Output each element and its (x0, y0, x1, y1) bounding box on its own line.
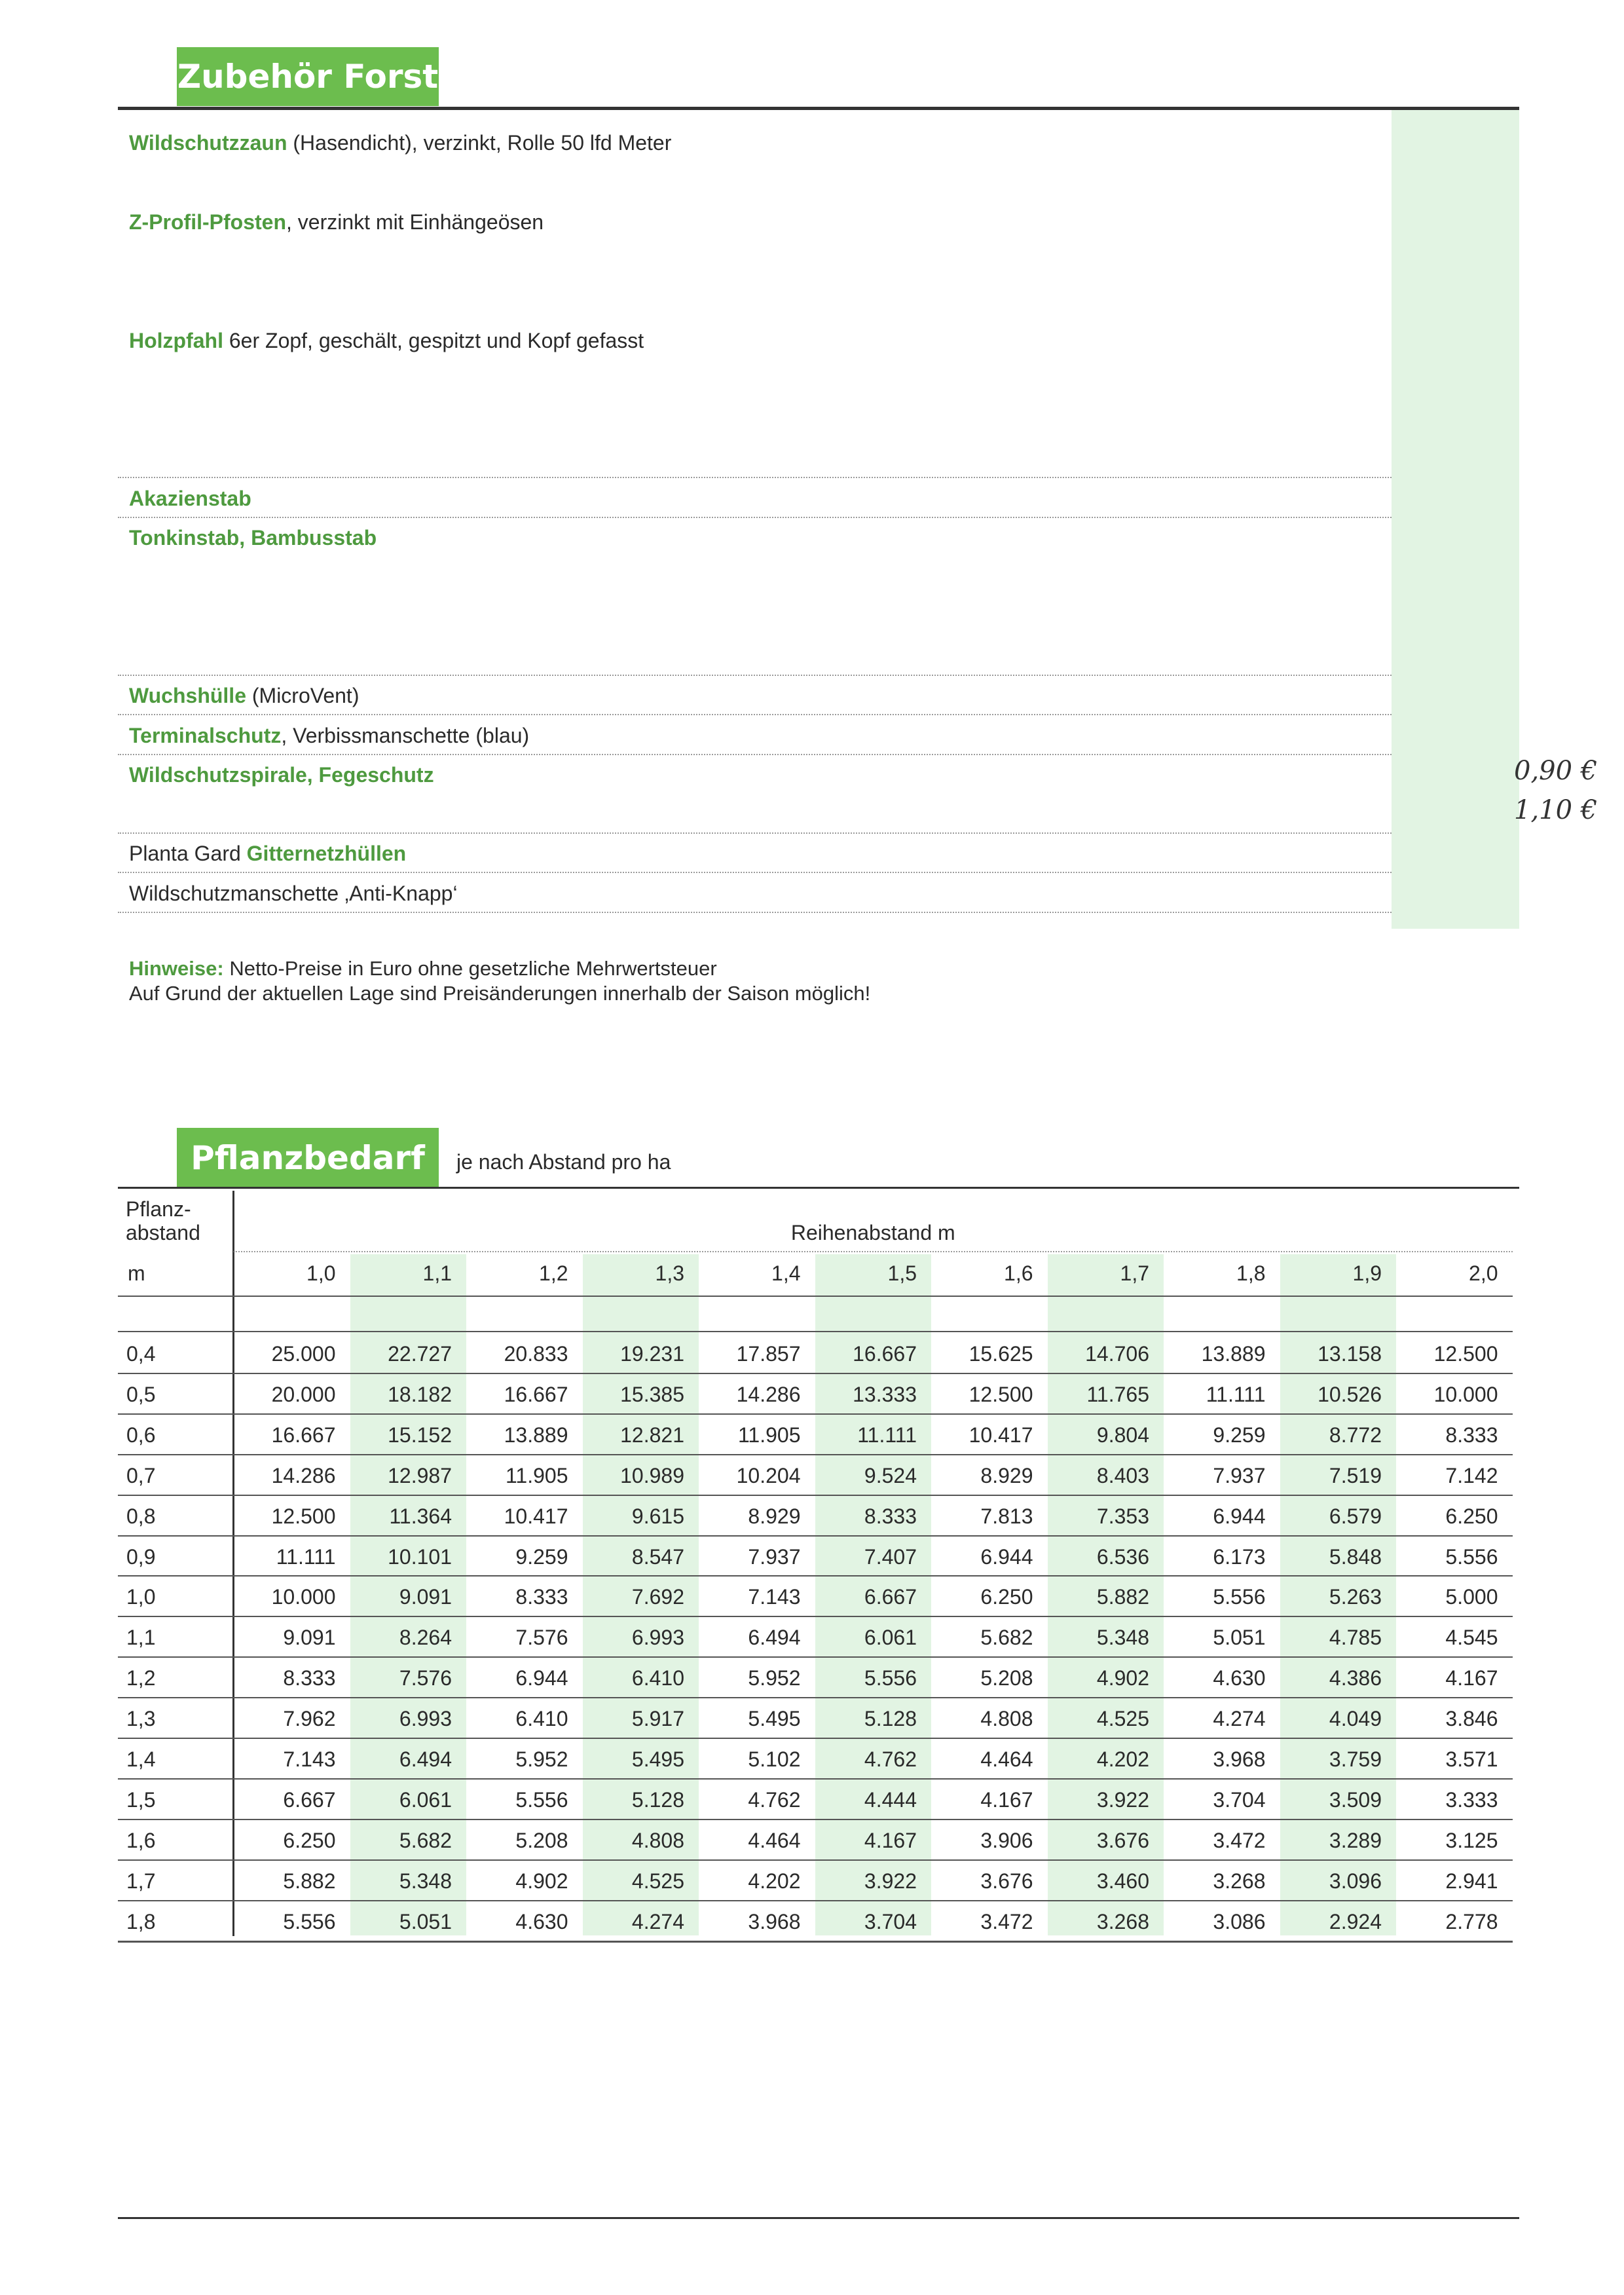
table-cell: 3.759 (1329, 1747, 1382, 1771)
row-label: 0,5 (126, 1382, 156, 1406)
item-detail: , verzinkt mit Einhängeösen (286, 210, 544, 234)
table-cell: 12.821 (620, 1423, 684, 1447)
item-description (129, 840, 406, 867)
table-cell: 12.500 (1433, 1342, 1498, 1366)
table-cell: 4.167 (1445, 1666, 1498, 1690)
table-cell: 5.917 (631, 1707, 684, 1731)
table-cell: 5.263 (1329, 1585, 1382, 1609)
row-label: 0,9 (126, 1544, 156, 1569)
table-cell: 4.808 (980, 1707, 1033, 1731)
header-divider (234, 1251, 1513, 1252)
table-cell: 22.727 (388, 1342, 452, 1366)
item-description (129, 485, 251, 512)
table-cell: 5.952 (748, 1666, 801, 1690)
column-group-label: Reihenabstand m (790, 1221, 955, 1244)
table-cell: 7.576 (515, 1626, 568, 1650)
table-cell: 6.410 (631, 1666, 684, 1690)
section-title-zubehoer-forst: Zubehör Forst (177, 47, 439, 106)
column-header: 2,0 (1469, 1261, 1498, 1285)
item-description (129, 209, 544, 235)
column-header: 1,9 (1352, 1261, 1382, 1285)
table-cell: 7.962 (283, 1707, 336, 1731)
table-cell: 3.268 (1213, 1869, 1266, 1893)
row-label: 1,0 (126, 1585, 156, 1609)
table-cell: 3.460 (1096, 1869, 1149, 1893)
row-label: 0,7 (126, 1463, 156, 1487)
table-cell: 10.204 (736, 1463, 801, 1487)
table-cell: 3.125 (1445, 1828, 1498, 1852)
table-cell: 3.922 (1096, 1787, 1149, 1812)
table-cell: 6.250 (283, 1828, 336, 1852)
table-cell: 14.706 (1085, 1342, 1149, 1366)
column-header: 1,0 (306, 1261, 336, 1285)
row-divider (118, 832, 1392, 834)
price-column-shade (1392, 110, 1519, 929)
table-cell: 4.762 (864, 1747, 917, 1771)
row-header-label-2: abstand (126, 1221, 200, 1244)
table-cell: 5.051 (1213, 1626, 1266, 1650)
table-cell: 6.173 (1213, 1544, 1266, 1569)
table-cell: 8.929 (748, 1504, 801, 1528)
table-cell: 5.348 (1096, 1626, 1149, 1650)
table-cell: 3.968 (1213, 1747, 1266, 1771)
row-label: 1,8 (126, 1909, 156, 1933)
table-cell: 4.630 (1213, 1666, 1266, 1690)
table-cell: 13.889 (1201, 1342, 1266, 1366)
table-cell: 4.202 (748, 1869, 801, 1893)
table-cell: 3.333 (1445, 1787, 1498, 1812)
row-divider (118, 912, 1392, 913)
table-cell: 6.410 (515, 1707, 568, 1731)
footer-rule (118, 2217, 1519, 2219)
column-header: 1,3 (655, 1261, 684, 1285)
table-cell: 3.289 (1329, 1828, 1382, 1852)
row-divider (118, 872, 1392, 873)
item-name: Wildschutzspirale, Fegeschutz (129, 762, 434, 787)
row-divider (118, 517, 1392, 518)
table-cell: 11.111 (857, 1423, 917, 1447)
notes-line-1: Netto-Preise in Euro ohne gesetzliche Mehrwertsteuer (223, 957, 717, 980)
table-cell: 3.571 (1445, 1747, 1498, 1771)
table-cell: 4.167 (864, 1828, 917, 1852)
table-cell: 3.472 (1213, 1828, 1266, 1852)
table-cell: 7.519 (1329, 1463, 1382, 1487)
handwritten-price: 0,90 € (1514, 755, 1598, 786)
row-label: 1,5 (126, 1787, 156, 1812)
row-divider (118, 1941, 1513, 1943)
table-cell: 7.692 (631, 1585, 684, 1609)
table-cell: 5.556 (1445, 1544, 1498, 1569)
table-cell: 13.158 (1318, 1342, 1382, 1366)
row-divider (118, 714, 1392, 715)
item-description (129, 130, 671, 156)
row-header-label-1: Pflanz- (126, 1197, 191, 1221)
row-label: 0,4 (126, 1342, 156, 1366)
table-cell: 5.882 (283, 1869, 336, 1893)
table-cell: 5.208 (980, 1666, 1033, 1690)
row-label: 0,8 (126, 1504, 156, 1528)
table-cell: 6.667 (283, 1787, 336, 1812)
item-description (129, 525, 377, 551)
table-cell: 10.101 (388, 1544, 452, 1569)
table-cell: 6.667 (864, 1585, 917, 1609)
table-cell: 16.667 (271, 1423, 336, 1447)
notes (129, 956, 870, 1006)
row-divider (118, 675, 1392, 676)
item-description (129, 327, 644, 354)
item-name: Terminalschutz (129, 723, 282, 747)
table-cell: 5.556 (864, 1666, 917, 1690)
table-cell: 3.922 (864, 1869, 917, 1893)
table-cell: 3.509 (1329, 1787, 1382, 1812)
table-cell: 8.333 (1445, 1423, 1498, 1447)
item-name: Tonkinstab, Bambusstab (129, 526, 377, 550)
table-cell: 6.944 (1213, 1504, 1266, 1528)
column-header: 1,4 (771, 1261, 801, 1285)
item-detail: (Hasendicht), verzinkt, Rolle 50 lfd Meter (287, 131, 672, 155)
table-cell: 5.051 (399, 1909, 452, 1933)
table-cell: 10.417 (969, 1423, 1033, 1447)
table-cell: 11.905 (506, 1463, 568, 1487)
section-rule (118, 1187, 1519, 1189)
item-name: Gitternetzhüllen (246, 842, 407, 866)
table-cell: 20.000 (271, 1382, 336, 1406)
section-rule (118, 107, 1519, 110)
table-cell: 16.667 (853, 1342, 917, 1366)
table-cell: 4.167 (980, 1787, 1033, 1812)
table-cell: 6.944 (515, 1666, 568, 1690)
table-cell: 10.526 (1318, 1382, 1382, 1406)
table-cell: 4.274 (631, 1909, 684, 1933)
table-cell: 6.944 (980, 1544, 1033, 1569)
table-cell: 2.778 (1445, 1909, 1498, 1933)
notes-label: Hinweise: (129, 957, 224, 980)
table-cell: 4.630 (515, 1909, 568, 1933)
table-cell: 5.556 (515, 1787, 568, 1812)
table-cell: 7.142 (1445, 1463, 1498, 1487)
table-cell: 2.924 (1329, 1909, 1382, 1933)
table-cell: 7.407 (864, 1544, 917, 1569)
item-description (129, 762, 434, 788)
table-cell: 13.333 (853, 1382, 917, 1406)
row-label: 1,6 (126, 1828, 156, 1852)
table-cell: 3.906 (980, 1828, 1033, 1852)
table-cell: 6.250 (980, 1585, 1033, 1609)
item-detail: (MicroVent) (246, 684, 360, 708)
table-cell: 5.682 (980, 1626, 1033, 1650)
item-prefix: Planta Gard (129, 842, 247, 866)
table-cell: 17.857 (736, 1342, 801, 1366)
table-cell: 6.061 (864, 1626, 917, 1650)
table-cell: 4.049 (1329, 1707, 1382, 1731)
item-detail: , Verbissmanschette (blau) (281, 723, 530, 747)
table-cell: 15.625 (969, 1342, 1033, 1366)
table-cell: 7.576 (399, 1666, 452, 1690)
item-name: Wuchshülle (129, 684, 246, 708)
table-cell: 12.500 (969, 1382, 1033, 1406)
item-description (129, 682, 359, 709)
table-cell: 8.333 (515, 1585, 568, 1609)
table-cell: 14.286 (736, 1382, 801, 1406)
item-prefix: Wildschutzmanschette ‚Anti-Knapp‘ (129, 881, 458, 905)
table-cell: 8.333 (283, 1666, 336, 1690)
table-cell: 9.259 (1213, 1423, 1266, 1447)
table-cell: 12.987 (388, 1463, 452, 1487)
table-cell: 3.096 (1329, 1869, 1382, 1893)
table-cell: 5.848 (1329, 1544, 1382, 1569)
table-cell: 15.385 (620, 1382, 684, 1406)
table-cell: 5.208 (515, 1828, 568, 1852)
row-label: 1,3 (126, 1707, 156, 1731)
table-cell: 4.808 (631, 1828, 684, 1852)
table-cell: 8.929 (980, 1463, 1033, 1487)
table-cell: 3.086 (1213, 1909, 1266, 1933)
table-cell: 5.495 (748, 1707, 801, 1731)
table-cell: 8.333 (864, 1504, 917, 1528)
table-cell: 5.128 (864, 1707, 917, 1731)
table-cell: 4.464 (980, 1747, 1033, 1771)
item-detail: 6er Zopf, geschält, gespitzt und Kopf gefasst (223, 328, 644, 352)
table-cell: 11.364 (389, 1504, 452, 1528)
table-cell: 16.667 (504, 1382, 568, 1406)
column-header: 1,6 (1004, 1261, 1033, 1285)
table-cell: 9.091 (399, 1585, 452, 1609)
table-cell: 4.202 (1096, 1747, 1149, 1771)
table-cell: 4.274 (1213, 1707, 1266, 1731)
table-cell: 8.403 (1096, 1463, 1149, 1487)
table-cell: 4.902 (515, 1869, 568, 1893)
row-label: 1,7 (126, 1869, 156, 1893)
table-cell: 5.556 (283, 1909, 336, 1933)
column-header: 1,2 (539, 1261, 568, 1285)
notes-line-2: Auf Grund der aktuellen Lage sind Preisänderungen innerhalb der Saison möglich! (129, 982, 871, 1005)
table-cell: 18.182 (388, 1382, 452, 1406)
table-cell: 10.417 (504, 1504, 568, 1528)
table-cell: 2.941 (1445, 1869, 1498, 1893)
table-cell: 4.386 (1329, 1666, 1382, 1690)
table-cell: 6.061 (399, 1787, 452, 1812)
table-cell: 6.993 (631, 1626, 684, 1650)
table-cell: 3.676 (1096, 1828, 1149, 1852)
column-header: 1,1 (422, 1261, 452, 1285)
header-rule (118, 1331, 1513, 1332)
table-cell: 5.556 (1213, 1585, 1266, 1609)
table-cell: 11.111 (1206, 1382, 1266, 1406)
row-label: 1,1 (126, 1626, 156, 1650)
table-cell: 10.989 (620, 1463, 684, 1487)
table-cell: 4.902 (1096, 1666, 1149, 1690)
table-cell: 3.968 (748, 1909, 801, 1933)
row-divider (118, 754, 1392, 755)
section-subtitle: je nach Abstand pro ha (456, 1150, 671, 1174)
table-cell: 6.579 (1329, 1504, 1382, 1528)
table-cell: 11.111 (276, 1544, 336, 1569)
item-name: Holzpfahl (129, 328, 223, 352)
table-cell: 3.268 (1096, 1909, 1149, 1933)
table-cell: 10.000 (271, 1585, 336, 1609)
row-unit-label: m (128, 1261, 145, 1285)
table-cell: 4.545 (1445, 1626, 1498, 1650)
table-cell: 8.772 (1329, 1423, 1382, 1447)
table-cell: 8.547 (631, 1544, 684, 1569)
table-cell: 25.000 (271, 1342, 336, 1366)
item-description (129, 722, 529, 749)
table-cell: 4.525 (631, 1869, 684, 1893)
table-cell: 5.000 (1445, 1585, 1498, 1609)
table-cell: 7.937 (748, 1544, 801, 1569)
table-cell: 13.889 (504, 1423, 568, 1447)
table-cell: 12.500 (271, 1504, 336, 1528)
header-rule (118, 1296, 1513, 1297)
table-cell: 19.231 (620, 1342, 684, 1366)
item-name: Wildschutzzaun (129, 131, 287, 155)
table-cell: 6.993 (399, 1707, 452, 1731)
table-cell: 11.905 (738, 1423, 801, 1447)
table-cell: 3.472 (980, 1909, 1033, 1933)
column-header: 1,8 (1236, 1261, 1266, 1285)
section-title-pflanzbedarf: Pflanzbedarf (177, 1128, 439, 1188)
table-cell: 10.000 (1433, 1382, 1498, 1406)
item-name: Z-Profil-Pfosten (129, 210, 286, 234)
row-label: 1,4 (126, 1747, 156, 1771)
table-cell: 5.495 (631, 1747, 684, 1771)
table-cell: 5.128 (631, 1787, 684, 1812)
table-cell: 5.882 (1096, 1585, 1149, 1609)
row-label: 1,2 (126, 1666, 156, 1690)
table-cell: 6.250 (1445, 1504, 1498, 1528)
table-cell: 3.704 (1213, 1787, 1266, 1812)
table-cell: 5.102 (748, 1747, 801, 1771)
table-cell: 9.091 (283, 1626, 336, 1650)
column-header: 1,5 (887, 1261, 917, 1285)
handwritten-price: 1,10 € (1514, 795, 1598, 826)
table-cell: 3.704 (864, 1909, 917, 1933)
table-cell: 5.348 (399, 1869, 452, 1893)
table-cell: 4.444 (864, 1787, 917, 1812)
table-cell: 8.264 (399, 1626, 452, 1650)
table-cell: 7.143 (283, 1747, 336, 1771)
row-label: 0,6 (126, 1423, 156, 1447)
table-cell: 9.259 (515, 1544, 568, 1569)
table-cell: 3.846 (1445, 1707, 1498, 1731)
table-cell: 14.286 (271, 1463, 336, 1487)
table-cell: 9.615 (631, 1504, 684, 1528)
table-cell: 9.804 (1096, 1423, 1149, 1447)
table-cell: 9.524 (864, 1463, 917, 1487)
table-cell: 4.762 (748, 1787, 801, 1812)
table-cell: 3.676 (980, 1869, 1033, 1893)
table-cell: 6.536 (1096, 1544, 1149, 1569)
table-cell: 11.765 (1086, 1382, 1149, 1406)
table-cell: 6.494 (399, 1747, 452, 1771)
column-header: 1,7 (1120, 1261, 1149, 1285)
table-cell: 15.152 (388, 1423, 452, 1447)
table-cell: 6.494 (748, 1626, 801, 1650)
table-cell: 5.952 (515, 1747, 568, 1771)
table-cell: 7.143 (748, 1585, 801, 1609)
table-cell: 7.937 (1213, 1463, 1266, 1487)
table-cell: 4.464 (748, 1828, 801, 1852)
table-cell: 7.813 (980, 1504, 1033, 1528)
table-cell: 4.525 (1096, 1707, 1149, 1731)
table-cell: 7.353 (1096, 1504, 1149, 1528)
item-description (129, 880, 458, 906)
table-cell: 5.682 (399, 1828, 452, 1852)
table-cell: 20.833 (504, 1342, 568, 1366)
item-name: Akazienstab (129, 486, 251, 510)
table-cell: 4.785 (1329, 1626, 1382, 1650)
row-divider (118, 477, 1392, 478)
